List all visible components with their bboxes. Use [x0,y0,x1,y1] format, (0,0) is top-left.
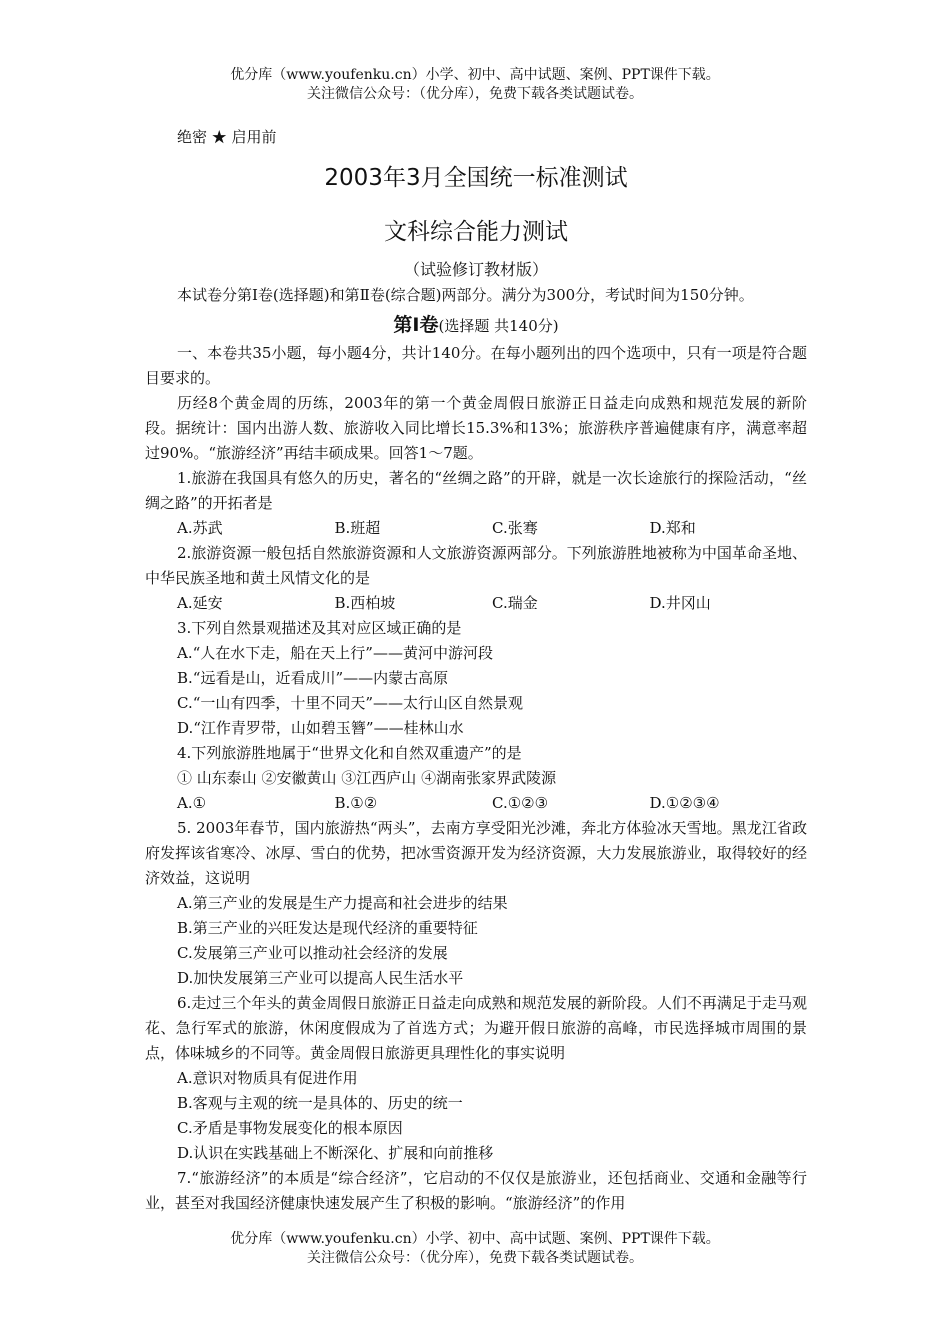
option: C.发展第三产业可以推动社会经济的发展 [177,944,448,962]
option: D.郑和 [649,519,696,537]
option: B.班超 [334,519,381,537]
option: D.加快发展第三产业可以提高人民生活水平 [177,969,464,987]
exam-title: 2003年3月全国统一标准测试 [324,165,628,191]
question-4-options [145,791,807,816]
document-body [145,125,807,1216]
option: D.认识在实践基础上不断深化、扩展和向前推移 [177,1144,494,1162]
section-heading [145,310,807,341]
question-6-stem: 6.走过三个年头的黄金周假日旅游正日益走向成熟和规范发展的新阶段。人们不再满足于走马观花、急行军式的旅游，休闲度假成为了首选方式；为避开假日旅游的高峰，市民选择城市周围的景点，体味城乡的不同等。黄金周假日旅游更具理性化的事实说明 [145,994,807,1062]
intro-paragraph: 本试卷分第Ⅰ卷(选择题)和第Ⅱ卷(综合题)两部分。满分为300分，考试时间为150分钟。 [177,286,754,304]
option: C.“一山有四季，十里不同天”——太行山区自然景观 [177,694,524,712]
question-4-stem: 4.下列旅游胜地属于“世界文化和自然双重遗产”的是 [177,744,522,762]
option: A.第三产业的发展是生产力提高和社会进步的结果 [177,894,508,912]
option: A.苏武 [177,519,223,537]
option: C.张骞 [492,519,538,537]
option: B.客观与主观的统一是具体的、历史的统一 [177,1094,463,1112]
question-2-stem: 2.旅游资源一般包括自然旅游资源和人文旅游资源两部分。下列旅游胜地被称为中国革命圣地、中华民族圣地和黄土风情文化的是 [145,544,807,587]
question-2-options [145,591,807,616]
option: B.①② [334,794,378,812]
page-header [0,66,950,104]
question-4-items: ① 山东泰山 ②安徽黄山 ③江西庐山 ④湖南张家界武陵源 [177,769,557,787]
option: B.“远看是山，近看成川”——内蒙古高原 [177,669,449,687]
question-7-stem: 7.“旅游经济”的本质是“综合经济”，它启动的不仅仅是旅游业，还包括商业、交通和金融等行业，甚至对我国经济健康快速发展产生了积极的影响。“旅游经济”的作用 [145,1169,807,1212]
option: A.意识对物质具有促进作用 [177,1069,358,1087]
exam-subtitle: 文科综合能力测试 [384,219,568,245]
option: A.延安 [177,594,223,612]
option: C.瑞金 [492,594,538,612]
option: A.① [177,794,207,812]
option: D.①②③④ [649,794,720,812]
footer-line-2: 关注微信公众号：（优分库），免费下载各类试题试卷。 [307,1250,643,1266]
question-1-options [145,516,807,541]
edition-note: （试验修订教材版） [403,260,548,279]
option: C.矛盾是事物发展变化的根本原因 [177,1119,403,1137]
question-3-stem: 3.下列自然景观描述及其对应区域正确的是 [177,619,462,637]
footer-line-1: 优分库（www.youfenku.cn）小学、初中、高中试题、案例、PPT课件下载。 [230,1231,720,1247]
section-note: (选择题 共140分) [438,317,559,335]
header-line-2: 关注微信公众号：（优分库），免费下载各类试题试卷。 [307,86,643,102]
page-footer [0,1230,950,1268]
option: C.①②③ [492,794,549,812]
question-5-stem: 5. 2003年春节，国内旅游热“两头”，去南方享受阳光沙滩，奔北方体验冰天雪地。黑龙江省政府发挥该省寒冷、冰厚、雪白的优势，把冰雪资源开发为经济资源，大力发展旅游业，取得较好的经济效益，这说明 [145,819,807,887]
passage-paragraph: 历经8个黄金周的历练，2003年的第一个黄金周假日旅游正日益走向成熟和规范发展的新阶段。据统计：国内出游人数、旅游收入同比增长15.3%和13%；旅游秩序普遍健康有序，满意率超过90%。“旅游经济”再结丰硕成果。回答1～7题。 [145,394,807,462]
option: D.井冈山 [649,594,711,612]
option: B.第三产业的兴旺发达是现代经济的重要特征 [177,919,478,937]
option: B.西柏坡 [334,594,396,612]
confidential-mark: 绝密 ★ 启用前 [177,128,277,146]
instruction-paragraph: 一、本卷共35小题，每小题4分，共计140分。在每小题列出的四个选项中，只有一项是符合题目要求的。 [145,344,807,387]
section-title: 第Ⅰ卷 [393,314,439,336]
option: D.“江作青罗带，山如碧玉簪”——桂林山水 [177,719,464,737]
option: A.“人在水下走，船在天上行”——黄河中游河段 [177,644,493,662]
header-line-1: 优分库（www.youfenku.cn）小学、初中、高中试题、案例、PPT课件下载。 [230,67,720,83]
question-1-stem: 1.旅游在我国具有悠久的历史，著名的“丝绸之路”的开辟，就是一次长途旅行的探险活动，“丝绸之路”的开拓者是 [145,469,807,512]
